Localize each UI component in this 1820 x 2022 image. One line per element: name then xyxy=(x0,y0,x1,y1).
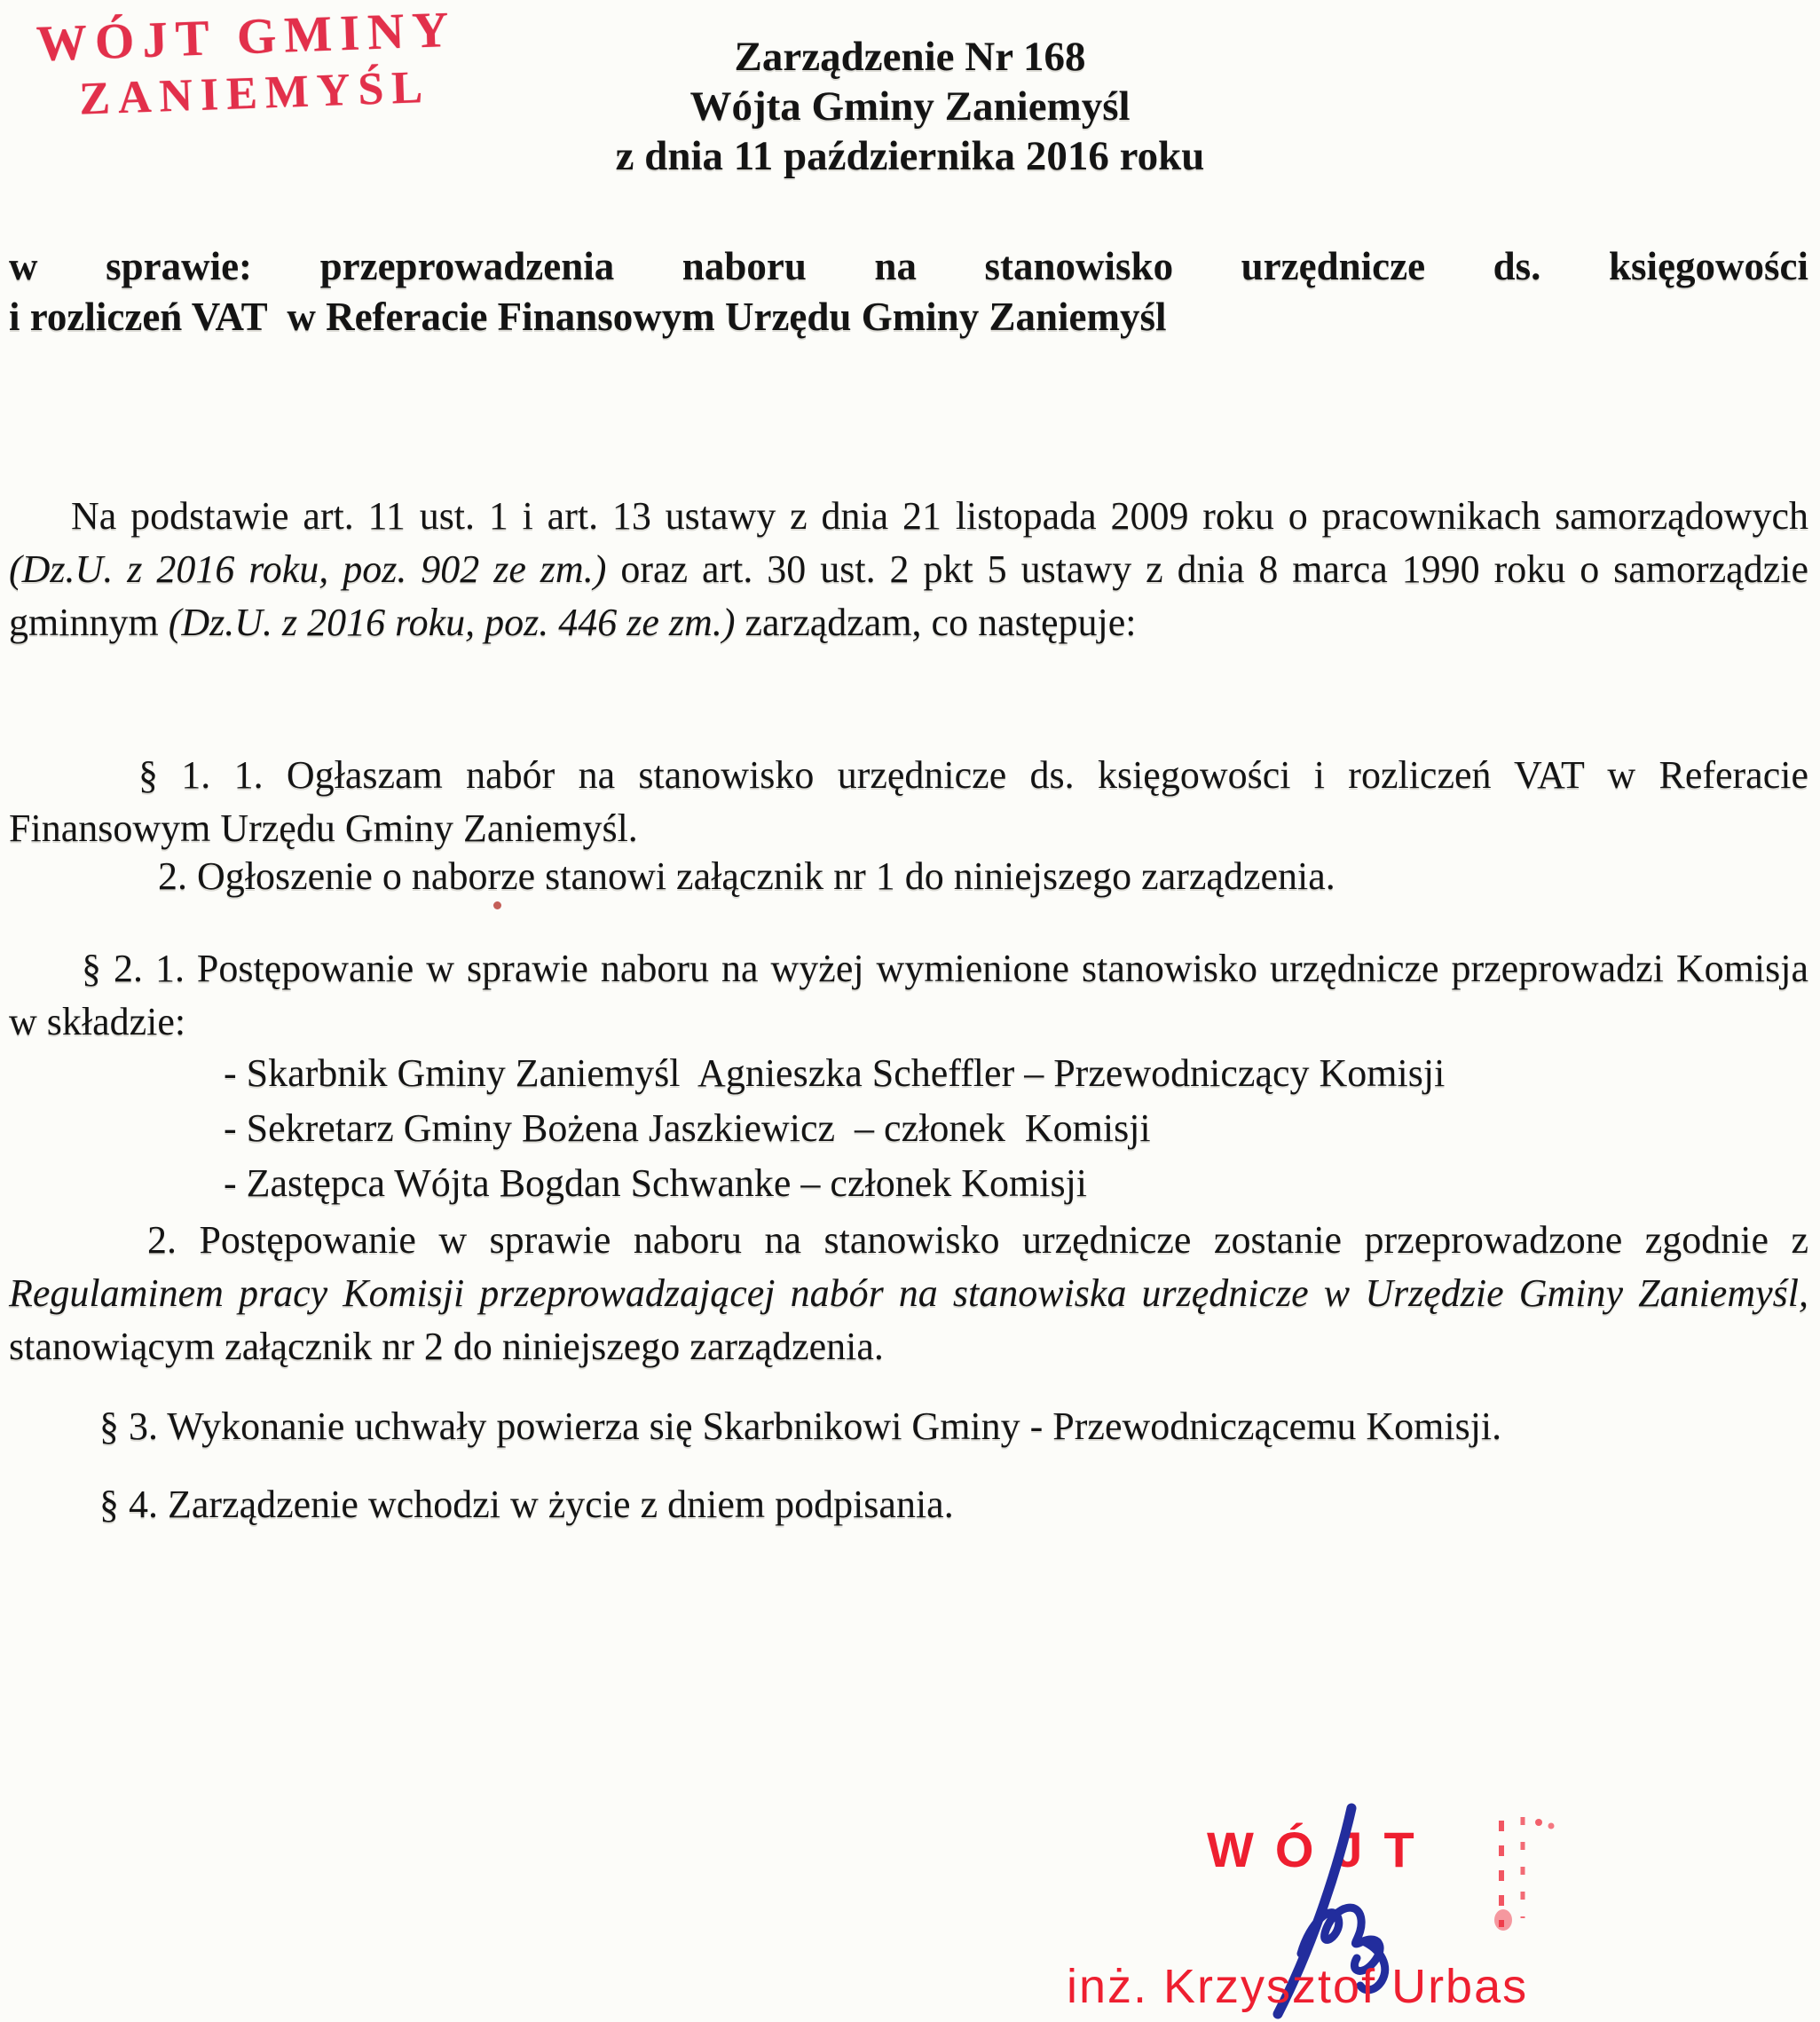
commission-member-secretary: - Sekretarz Gminy Bożena Jaszkiewicz – członek Komisji xyxy=(224,1106,1151,1150)
section-3: § 3. Wykonanie uchwały powierza się Skarbnikowi Gminy - Przewodniczącemu Komisji. xyxy=(99,1404,1502,1448)
section-1-point-2: 2. Ogłoszenie o naborze stanowi załącznik nr 1 do niniejszego zarządzenia. xyxy=(158,854,1335,898)
section-2-point-2-text-2: stanowiącym załącznik nr 2 do niniejszego zarządzenia. xyxy=(9,1325,884,1368)
commission-member-chair: - Skarbnik Gminy Zaniemyśl Agnieszka Scheffler – Przewodniczący Komisji xyxy=(224,1051,1446,1095)
stamp-municipality-line: ZANIEMYŚL xyxy=(78,61,431,125)
legal-basis-text-3: zarządzam, co następuje: xyxy=(735,601,1137,644)
regulations-reference: Regulaminem pracy Komisji przeprowadzającej nabór na stanowiska urzędnicze w Urzędzie Gminy Zaniemyśl, xyxy=(9,1271,1808,1315)
subject-line-2: i rozliczeń VAT w Referacie Finansowym Urzędu Gminy Zaniemyśl xyxy=(9,295,1167,339)
subject-paragraph xyxy=(9,241,1808,342)
document-title xyxy=(0,32,1820,181)
signature-role-stamp: WÓJT xyxy=(1207,1821,1436,1877)
legal-basis-text-1: Na podstawie art. 11 ust. 1 i art. 13 ustawy z dnia 21 listopada 2009 roku o pracownikach samorządowych xyxy=(71,494,1808,538)
journal-reference-2: (Dz.U. z 2016 roku, poz. 446 ze zm.) xyxy=(168,601,736,644)
scan-speck xyxy=(493,901,501,909)
stamp-remnant-marks xyxy=(1469,1810,1567,1934)
journal-reference-1: (Dz.U. z 2016 roku, poz. 902 ze zm.) xyxy=(9,547,607,591)
commission-member-deputy: - Zastępca Wójta Bogdan Schwanke – członek Komisji xyxy=(224,1161,1088,1205)
subject-line-1: w sprawie: przeprowadzenia naboru na stanowisko urzędnicze ds. księgowości xyxy=(9,244,1808,288)
section-1-point-1: § 1. 1. Ogłaszam nabór na stanowisko urzędnicze ds. księgowości i rozliczeń VAT w Referacie Finansowym Urzędu Gminy Zaniemyśl. xyxy=(9,753,1808,850)
section-2-point-1: § 2. 1. Postępowanie w sprawie naboru na wyżej wymienione stanowisko urzędnicze przeprowadzi Komisja w składzie: xyxy=(9,947,1808,1043)
stamp-office-line: WÓJT GMINY xyxy=(35,1,458,73)
title-issuer: Wójta Gminy Zaniemyśl xyxy=(689,83,1131,130)
signature-name-stamp: inż. Krzysztof Urbas xyxy=(1067,1960,1529,2013)
title-ordinance-number: Zarządzenie Nr 168 xyxy=(734,34,1086,80)
section-4: § 4. Zarządzenie wchodzi w życie z dniem podpisania. xyxy=(99,1483,954,1526)
section-2-point-2-text-1: 2. Postępowanie w sprawie naboru na stanowisko urzędnicze zostanie przeprowadzone zgodnie z xyxy=(147,1218,1808,1262)
title-date: z dnia 11 października 2016 roku xyxy=(615,133,1205,179)
legal-basis-paragraph xyxy=(9,490,1808,649)
section-2-point-2 xyxy=(9,1214,1808,1373)
legal-basis-text-2: oraz art. 30 ust. 2 pkt 5 ustawy z dnia 8 marca 1990 roku o samorządzie gminnym xyxy=(9,547,1808,644)
